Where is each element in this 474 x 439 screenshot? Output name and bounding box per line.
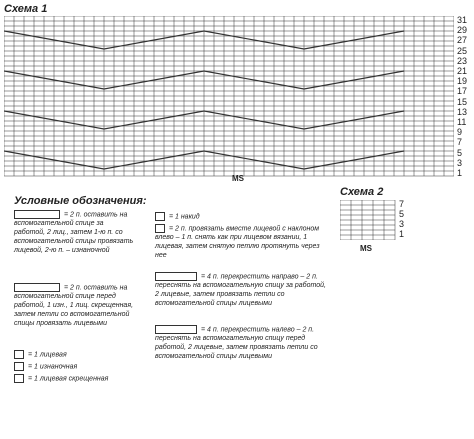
legend-item-k2tog-left: = 2 п. провязать вместе лицевой с наклоном влево – 1 п. снять как при лицевом вязании, 1 лицевая, затем снятую петлю протянуть через нее (155, 225, 320, 260)
legend-item-yarnover: = 1 накид (155, 212, 315, 221)
row-number: 23 (457, 55, 468, 66)
row-number: 1 (399, 229, 405, 239)
row-number: 21 (457, 66, 468, 76)
legend-item-knit: = 1 лицевая (14, 350, 144, 359)
row-number: 27 (457, 35, 468, 46)
row-number: 13 (457, 106, 468, 117)
row-number: 17 (457, 86, 468, 97)
legend-item-purl: = 1 изнаночная (14, 362, 144, 371)
row-number: 19 (457, 76, 468, 87)
row-number: 3 (457, 157, 463, 168)
legend-heading: Условные обозначения: (14, 195, 147, 207)
legend-item-cross-right: = 4 п. перекрестить направо – 2 п. переснять на вспомогательную спицу за работой, 2 лицевые, затем провязать петли со вспомогательной спицы лицевыми (155, 273, 326, 308)
legend-item-cable-right: = 2 п. оставить на вспомогательной спице перед работой, 1 изн., 1 лиц. скрещенная, затем петли со вспомогательной спицы провязать лицевыми (14, 284, 134, 328)
row-number: 1 (457, 168, 463, 178)
legend-item-cable-left: = 2 п. оставить на вспомогательной спице за работой, 2 лиц., затем 1-ю п. со вспомогательной спицы провязать лицевой, 2-ю п. – изнаночной (14, 211, 134, 255)
cable-symbol-icon (14, 210, 60, 219)
chart1-title: Схема 1 (4, 3, 48, 15)
twisted-symbol-icon (14, 374, 24, 383)
row-number: 31 (457, 15, 468, 25)
purl-symbol-icon (14, 362, 24, 371)
yarnover-symbol-icon (155, 212, 165, 221)
chart1-ms-label: MS (232, 174, 244, 183)
legend-item-twisted: = 1 лицевая скрещенная (14, 374, 144, 383)
row-number: 29 (457, 25, 468, 36)
row-number: 5 (399, 209, 405, 219)
row-number: 7 (399, 199, 405, 209)
knit-symbol-icon (14, 350, 24, 359)
legend-item-cross-left: = 4 п. перекрестить налево – 2 п. переснять на вспомогательную спицу перед работой, 2 лицевые, затем провязать петли со вспомогательной спицы лицевыми (155, 326, 318, 361)
chart2-grid (340, 200, 396, 240)
cross-left-symbol-icon (155, 325, 197, 334)
row-number: 7 (457, 137, 463, 148)
chart2-title: Схема 2 (340, 186, 384, 198)
row-number: 15 (457, 96, 468, 107)
row-number: 5 (457, 147, 463, 158)
cross-right-symbol-icon (155, 272, 197, 281)
row-number: 3 (399, 219, 405, 229)
row-number: 11 (457, 117, 467, 127)
row-number: 9 (457, 127, 463, 138)
row-number: 25 (457, 45, 468, 56)
chart1-grid (4, 16, 454, 181)
decrease-symbol-icon (155, 224, 165, 233)
cable-symbol-icon (14, 283, 60, 292)
chart2-ms-label: MS (360, 244, 372, 253)
